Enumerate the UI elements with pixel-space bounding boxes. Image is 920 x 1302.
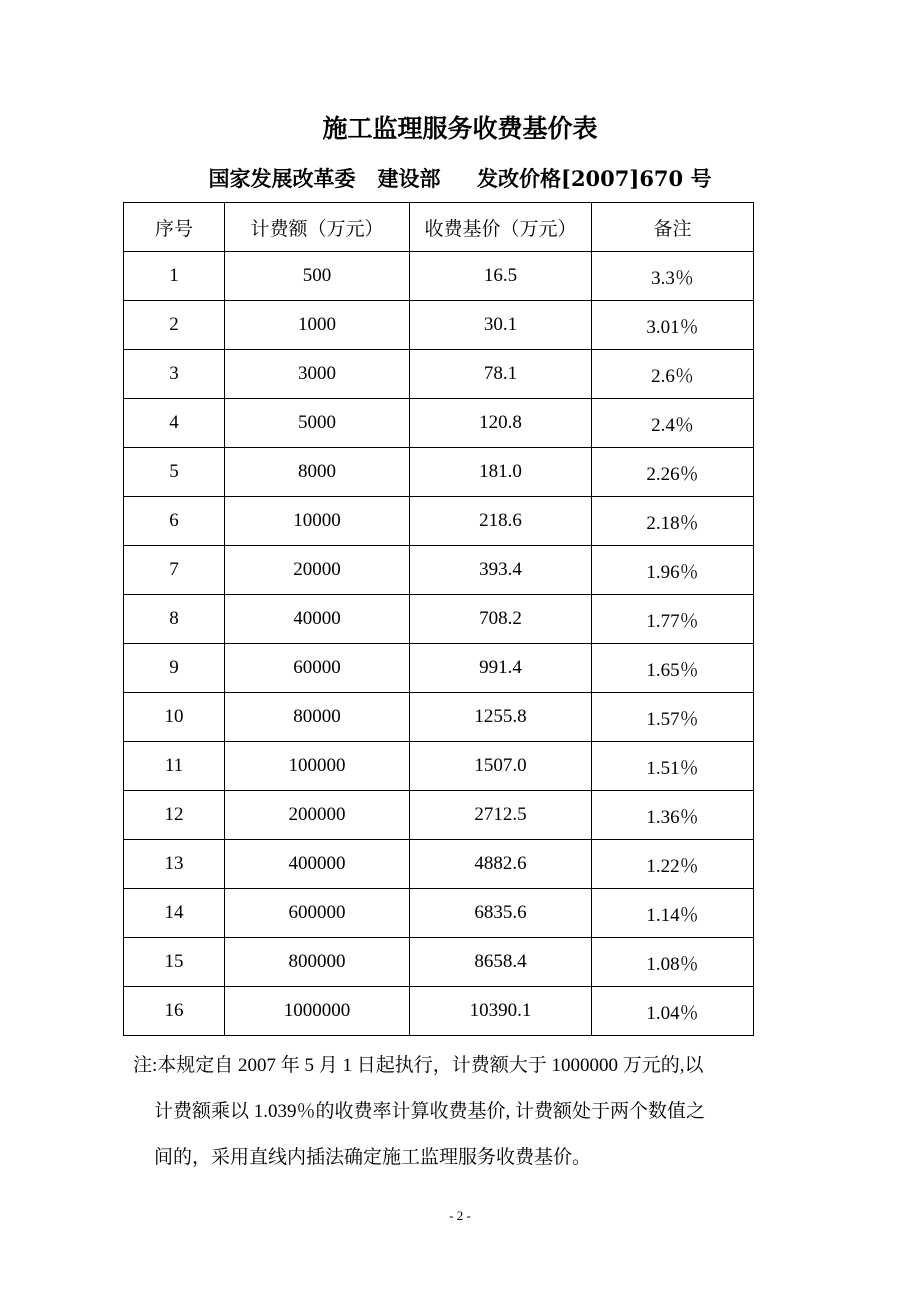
note-line-1: 注:本规定自 2007 年 5 月 1 日起执行，计费额大于 1000000 万元的,以 (133, 1055, 704, 1076)
cell-remark: 1.04％ (592, 987, 754, 1036)
cell-fee-amount: 1000 (225, 301, 410, 350)
cell-base-price: 991.4 (410, 644, 592, 693)
cell-index: 1 (124, 252, 225, 301)
cell-index: 3 (124, 350, 225, 399)
table-row (124, 252, 754, 301)
cell-remark: 2.26％ (592, 448, 754, 497)
cell-index: 5 (124, 448, 225, 497)
table-row (124, 987, 754, 1036)
cell-index: 11 (124, 742, 225, 791)
cell-base-price: 30.1 (410, 301, 592, 350)
table-row (124, 742, 754, 791)
cell-index: 8 (124, 595, 225, 644)
cell-base-price: 16.5 (410, 252, 592, 301)
cell-remark: 2.18％ (592, 497, 754, 546)
cell-index: 6 (124, 497, 225, 546)
cell-base-price: 708.2 (410, 595, 592, 644)
note-line-2: 计费额乘以 1.039％的收费率计算收费基价, 计费额处于两个数值之 (154, 1101, 706, 1122)
note-line-3: 间的，采用直线内插法确定施工监理服务收费基价。 (154, 1147, 592, 1168)
cell-fee-amount: 20000 (225, 546, 410, 595)
cell-base-price: 8658.4 (410, 938, 592, 987)
cell-fee-amount: 8000 (225, 448, 410, 497)
cell-fee-amount: 60000 (225, 644, 410, 693)
cell-index: 16 (124, 987, 225, 1036)
fee-table (123, 202, 754, 1036)
document-title: 施工监理服务收费基价表 (322, 114, 598, 143)
header-remark: 备注 (592, 203, 754, 252)
fee-table-body (124, 252, 754, 1036)
cell-index: 10 (124, 693, 225, 742)
fee-table-header (124, 203, 754, 252)
cell-fee-amount: 1000000 (225, 987, 410, 1036)
cell-index: 12 (124, 791, 225, 840)
cell-fee-amount: 40000 (225, 595, 410, 644)
page-number: - 2 - (449, 1208, 471, 1223)
cell-fee-amount: 400000 (225, 840, 410, 889)
cell-base-price: 2712.5 (410, 791, 592, 840)
cell-remark: 1.14％ (592, 889, 754, 938)
cell-base-price: 78.1 (410, 350, 592, 399)
cell-base-price: 1507.0 (410, 742, 592, 791)
cell-index: 15 (124, 938, 225, 987)
cell-remark: 1.57％ (592, 693, 754, 742)
cell-fee-amount: 100000 (225, 742, 410, 791)
table-row (124, 350, 754, 399)
cell-index: 7 (124, 546, 225, 595)
cell-base-price: 393.4 (410, 546, 592, 595)
cell-index: 2 (124, 301, 225, 350)
table-row (124, 938, 754, 987)
cell-index: 13 (124, 840, 225, 889)
table-row (124, 399, 754, 448)
cell-remark: 1.51％ (592, 742, 754, 791)
cell-index: 9 (124, 644, 225, 693)
cell-base-price: 218.6 (410, 497, 592, 546)
cell-remark: 3.01％ (592, 301, 754, 350)
cell-base-price: 120.8 (410, 399, 592, 448)
cell-index: 14 (124, 889, 225, 938)
cell-base-price: 6835.6 (410, 889, 592, 938)
table-row (124, 644, 754, 693)
table-row (124, 693, 754, 742)
cell-remark: 2.4％ (592, 399, 754, 448)
table-row (124, 791, 754, 840)
cell-remark: 3.3％ (592, 252, 754, 301)
cell-fee-amount: 10000 (225, 497, 410, 546)
cell-remark: 1.22％ (592, 840, 754, 889)
cell-fee-amount: 500 (225, 252, 410, 301)
cell-remark: 1.96％ (592, 546, 754, 595)
cell-fee-amount: 800000 (225, 938, 410, 987)
table-row (124, 301, 754, 350)
cell-base-price: 1255.8 (410, 693, 592, 742)
cell-fee-amount: 200000 (225, 791, 410, 840)
table-row (124, 840, 754, 889)
cell-base-price: 181.0 (410, 448, 592, 497)
table-row (124, 889, 754, 938)
header-index: 序号 (124, 203, 225, 252)
cell-base-price: 10390.1 (410, 987, 592, 1036)
cell-fee-amount: 80000 (225, 693, 410, 742)
header-base-price: 收费基价（万元） (410, 203, 592, 252)
cell-fee-amount: 3000 (225, 350, 410, 399)
cell-remark: 1.08％ (592, 938, 754, 987)
document-subtitle: 国家发展改革委 建设部 发改价格[2007]670 号 (208, 166, 712, 191)
cell-remark: 1.65％ (592, 644, 754, 693)
cell-fee-amount: 600000 (225, 889, 410, 938)
cell-base-price: 4882.6 (410, 840, 592, 889)
cell-index: 4 (124, 399, 225, 448)
cell-remark: 1.36％ (592, 791, 754, 840)
table-header-row (124, 203, 754, 252)
cell-fee-amount: 5000 (225, 399, 410, 448)
table-row (124, 448, 754, 497)
table-row (124, 595, 754, 644)
cell-remark: 1.77％ (592, 595, 754, 644)
table-row (124, 546, 754, 595)
header-fee-amount: 计费额（万元） (225, 203, 410, 252)
table-row (124, 497, 754, 546)
cell-remark: 2.6％ (592, 350, 754, 399)
note (133, 1043, 793, 1181)
